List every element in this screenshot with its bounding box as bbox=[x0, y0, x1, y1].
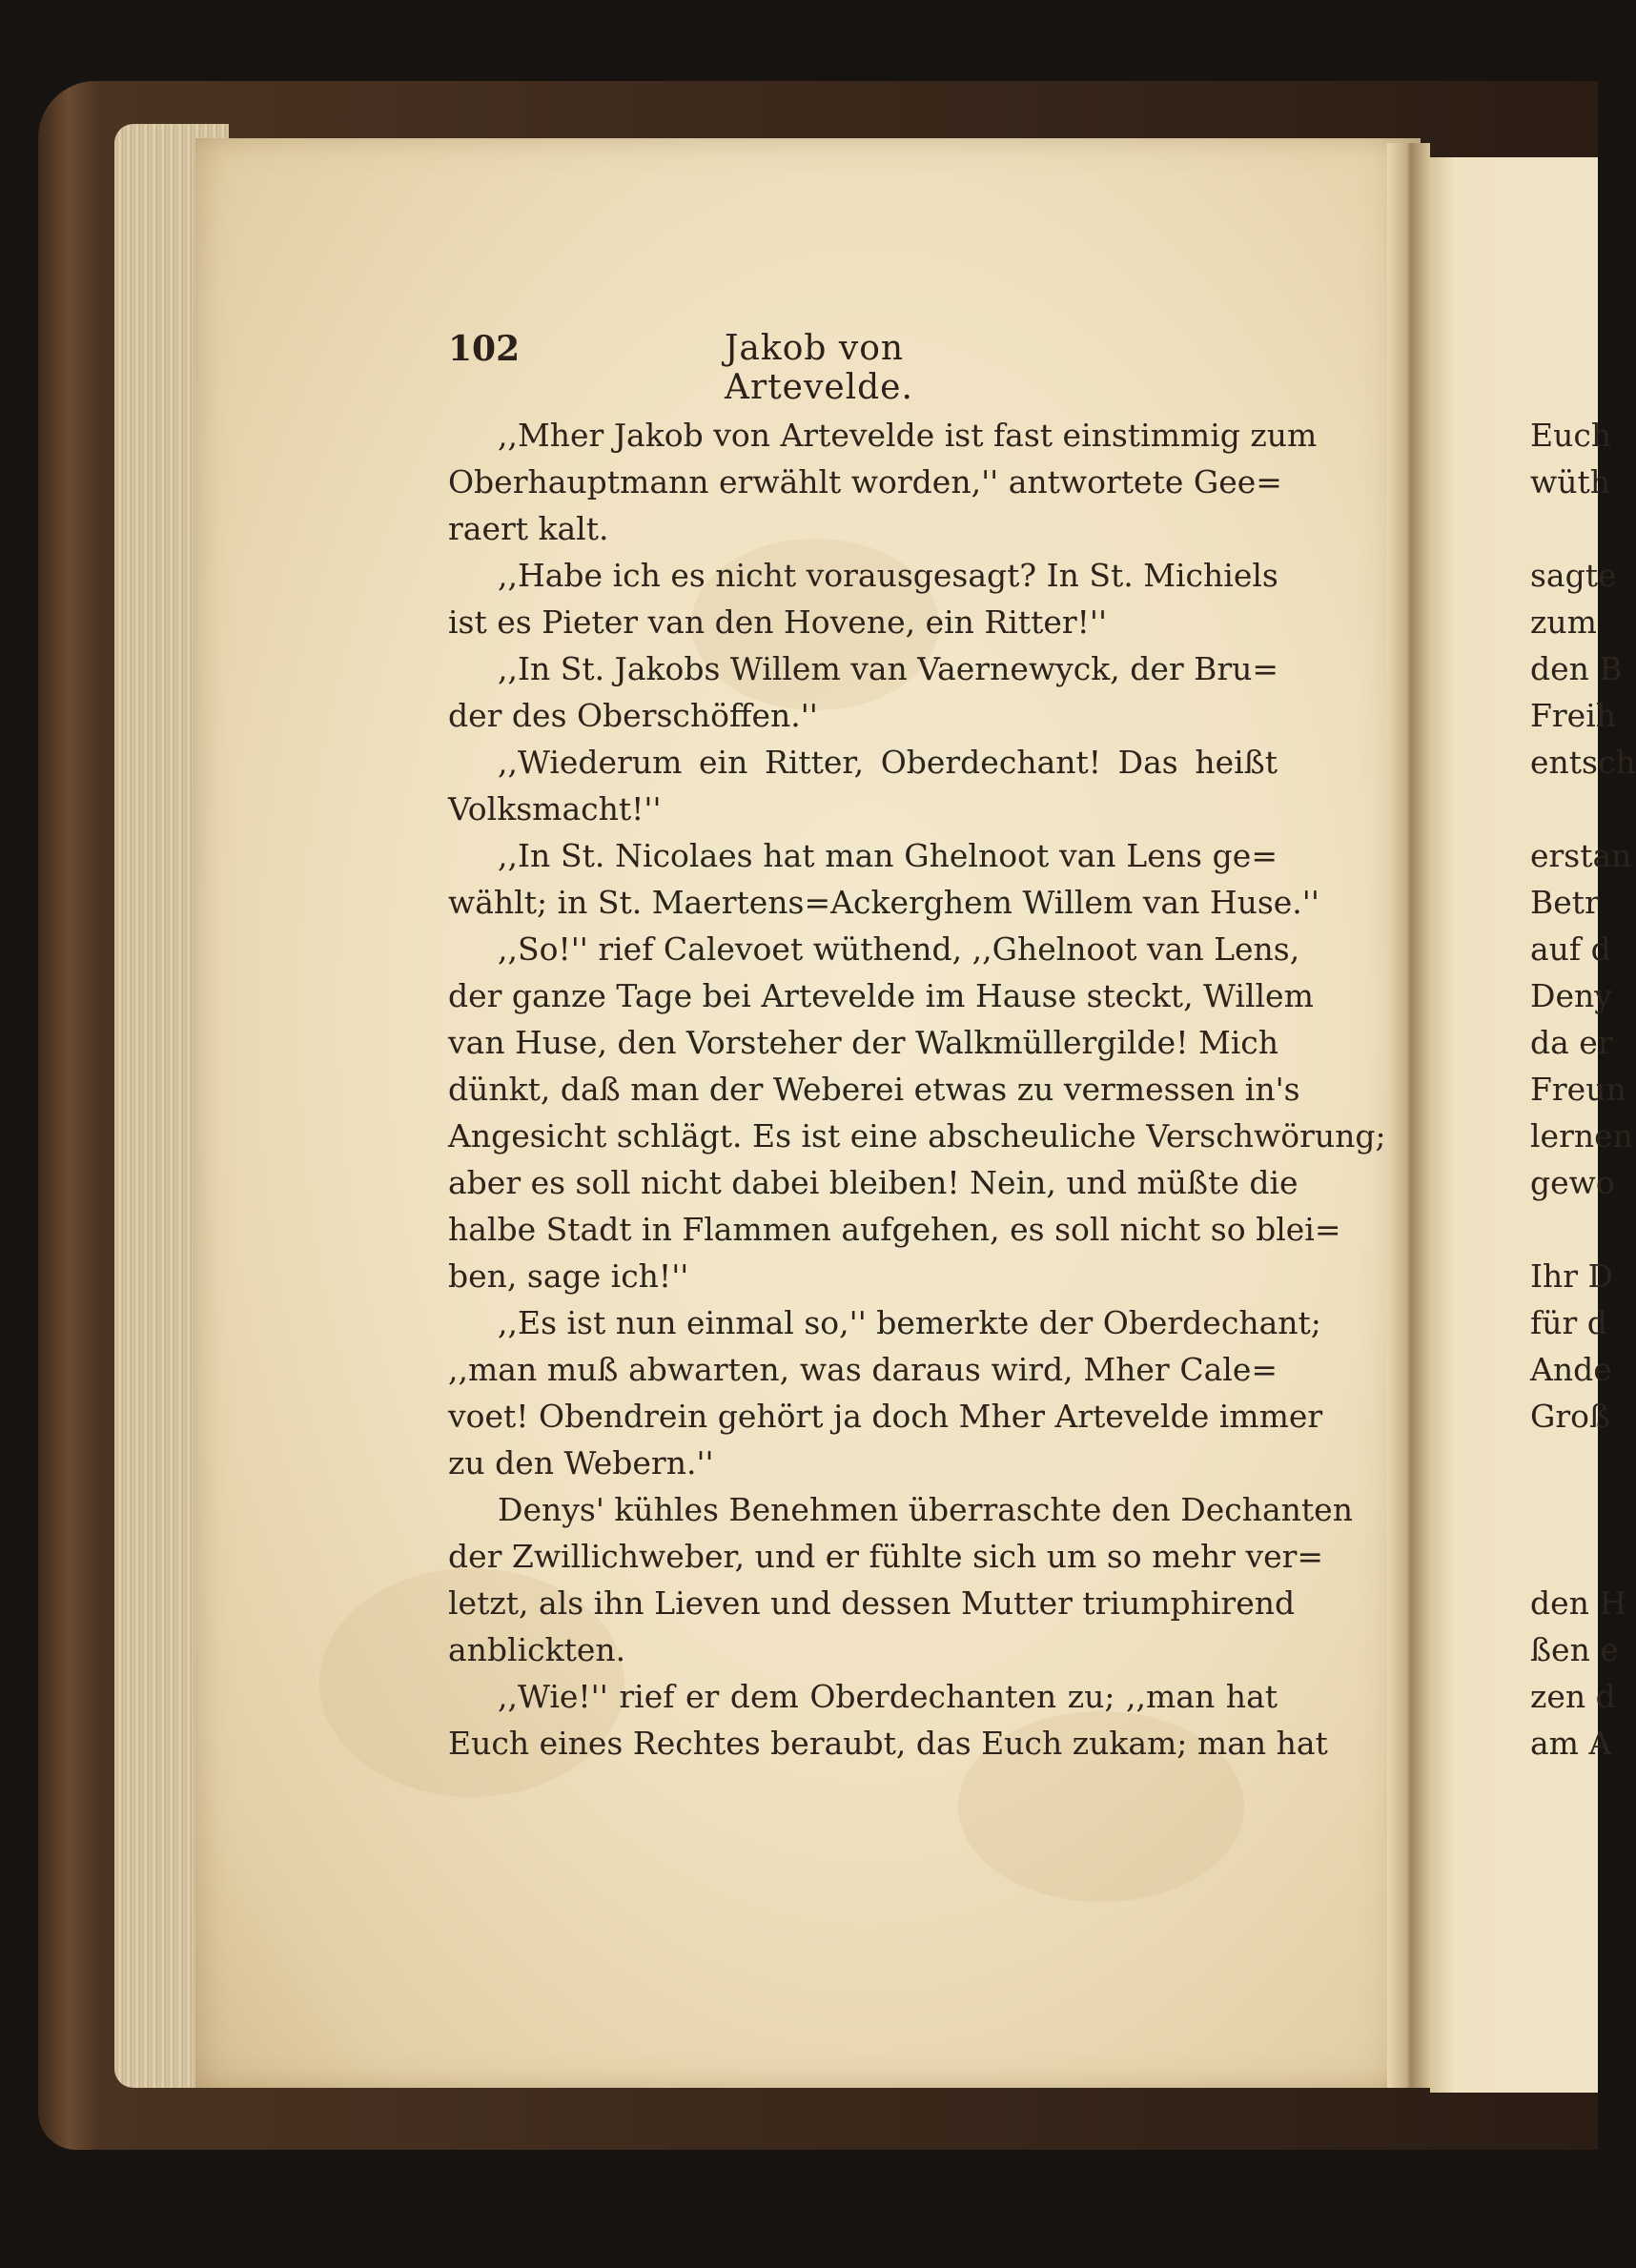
text-line: Volksmacht!'' bbox=[448, 790, 662, 828]
right-page-fragment: auf d bbox=[1530, 930, 1611, 968]
text-line: raert kalt. bbox=[448, 510, 609, 547]
text-line: ist es Pieter van den Hovene, ein Ritter!'' bbox=[448, 603, 1108, 641]
text-line: ,,In St. Nicolaes hat man Ghelnoot van Lens ge= bbox=[498, 837, 1278, 874]
text-line: van Huse, den Vorsteher der Walkmüllergilde! Mich bbox=[448, 1024, 1279, 1061]
text-line: halbe Stadt in Flammen aufgehen, es soll nicht so blei= bbox=[448, 1211, 1341, 1248]
right-page-fragment: Freun bbox=[1530, 1071, 1626, 1108]
right-page-fragment bbox=[1530, 1533, 1606, 1580]
right-page-fragment: gewo bbox=[1530, 1164, 1615, 1201]
right-page-fragment: Euch bbox=[1530, 417, 1612, 454]
right-page-fragment: erstan bbox=[1530, 837, 1632, 874]
text-line: der des Oberschöffen.'' bbox=[448, 697, 818, 734]
text-line: zu den Webern.'' bbox=[448, 1444, 714, 1481]
right-page-fragment bbox=[1530, 786, 1606, 832]
text-line: ,,Mher Jakob von Artevelde ist fast einstimmig zum bbox=[498, 417, 1318, 454]
right-page-fragment: entsch bbox=[1530, 744, 1636, 781]
right-page-fragment: da er bbox=[1530, 1024, 1613, 1061]
right-page-fragment: den B bbox=[1530, 650, 1623, 687]
running-title: Jakob von Artevelde. bbox=[725, 329, 913, 407]
right-page-fragment: Ihr D bbox=[1530, 1257, 1614, 1295]
text-line: Denys' kühles Benehmen überraschte den Dechanten bbox=[498, 1491, 1353, 1528]
right-page-fragment: zum bbox=[1530, 603, 1597, 641]
right-page-fragment: Ande bbox=[1530, 1351, 1612, 1388]
right-page-fragment: Betr bbox=[1530, 884, 1600, 921]
right-page-fragment: Deny bbox=[1530, 977, 1612, 1014]
right-page-fragment: sagte bbox=[1530, 557, 1617, 594]
text-line: Angesicht schlägt. Es ist eine abscheuliche Verschwörung; bbox=[448, 1117, 1386, 1154]
body-text bbox=[448, 412, 1386, 1767]
page-number: 102 bbox=[448, 329, 521, 369]
text-line: ,,Wiederum ein Ritter, Oberdechant! Das heißt bbox=[498, 744, 1278, 781]
right-page-fragment: den H bbox=[1530, 1584, 1627, 1622]
right-page-fragment: lernen bbox=[1530, 1117, 1633, 1154]
text-line: dünkt, daß man der Weberei etwas zu vermessen in's bbox=[448, 1071, 1300, 1108]
right-page-fragment: für d bbox=[1530, 1304, 1607, 1341]
text-line: Oberhauptmann erwählt worden,'' antwortete Gee= bbox=[448, 463, 1282, 501]
right-page-fragment bbox=[1530, 1440, 1606, 1486]
text-line: letzt, als ihn Lieven und dessen Mutter triumphirend bbox=[448, 1584, 1296, 1622]
text-line: der Zwillichweber, und er fühlte sich um so mehr ver= bbox=[448, 1538, 1324, 1575]
right-page-fragment bbox=[1530, 505, 1606, 552]
text-line: voet! Obendrein gehört ja doch Mher Artevelde immer bbox=[448, 1398, 1323, 1435]
right-page-fragment: Freih bbox=[1530, 697, 1617, 734]
right-page-fragment: ßen e bbox=[1530, 1631, 1619, 1668]
text-line: aber es soll nicht dabei bleiben! Nein, und müßte die bbox=[448, 1164, 1299, 1201]
text-line: ,,Es ist nun einmal so,'' bemerkte der Oberdechant; bbox=[498, 1304, 1321, 1341]
text-line: ben, sage ich!'' bbox=[448, 1257, 689, 1295]
right-page-fragment: wüth bbox=[1530, 463, 1611, 501]
right-page-fragment bbox=[1530, 1206, 1606, 1253]
text-line: ,,So!'' rief Calevoet wüthend, ,,Ghelnoot van Lens, bbox=[498, 930, 1300, 968]
right-page-fragment: am A bbox=[1530, 1725, 1612, 1762]
text-line: ,,Wie!'' rief er dem Oberdechanten zu; ,,man hat bbox=[498, 1678, 1278, 1715]
text-line: ,,Habe ich es nicht vorausgesagt? In St. Michiels bbox=[498, 557, 1278, 594]
right-page-fragment: Groß bbox=[1530, 1398, 1611, 1435]
page-header bbox=[448, 329, 1011, 407]
text-line: der ganze Tage bei Artevelde im Hause steckt, Willem bbox=[448, 977, 1314, 1014]
text-line: wählt; in St. Maertens=Ackerghem Willem van Huse.'' bbox=[448, 884, 1319, 921]
book-gutter bbox=[1387, 143, 1430, 2088]
right-page-text-fragments bbox=[1530, 412, 1636, 1767]
text-line: ,,In St. Jakobs Willem van Vaernewyck, der Bru= bbox=[498, 650, 1279, 687]
text-line: ,,man muß abwarten, was daraus wird, Mher Cale= bbox=[448, 1351, 1278, 1388]
text-line: Euch eines Rechtes beraubt, das Euch zukam; man hat bbox=[448, 1725, 1328, 1762]
text-line: anblickten. bbox=[448, 1631, 626, 1668]
right-page-fragment bbox=[1530, 1486, 1606, 1533]
right-page-fragment: zen d bbox=[1530, 1678, 1616, 1715]
